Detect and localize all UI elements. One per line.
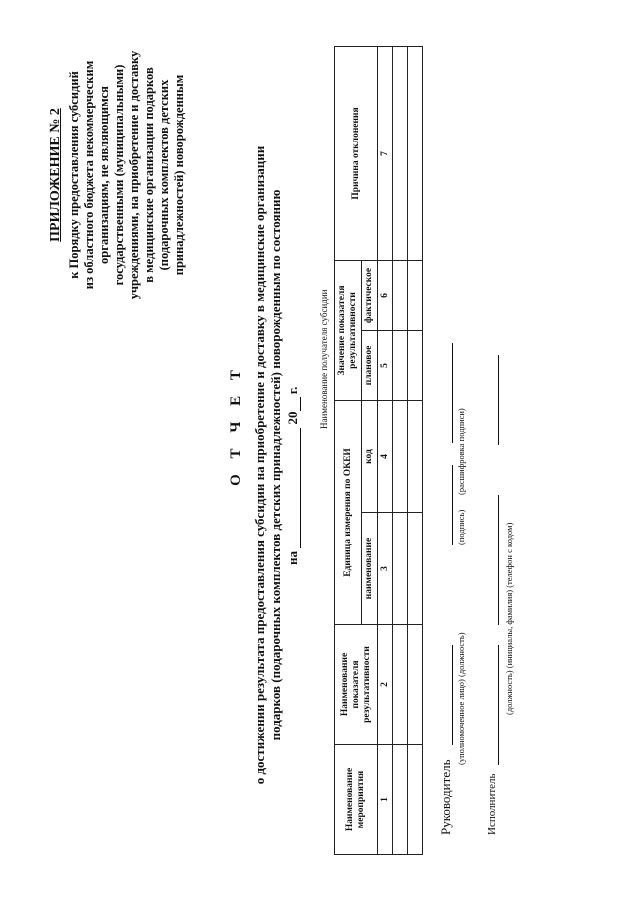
executor-caption: (должность) (инициалы, фамилия) (телефон с кодом) (504, 522, 514, 715)
column-number: 2 (378, 625, 393, 745)
table-cell (408, 745, 423, 855)
column-number: 1 (378, 745, 393, 855)
column-number: 6 (378, 260, 393, 330)
head-signature-blank (438, 465, 453, 545)
appendix-title: ПРИЛОЖЕНИЕ № 2 (48, 108, 63, 242)
executor-name-blank (486, 495, 499, 625)
appendix-line: государственными (муниципальными) (112, 64, 126, 286)
date-century: 20 (285, 411, 300, 425)
header-value-actual: фактическое (362, 260, 378, 330)
table-row (393, 46, 408, 854)
date-year-blank (300, 398, 301, 412)
date-suffix: г. (285, 386, 300, 395)
head-caption-decoding: (расшифровка подписи) (456, 408, 466, 495)
table-cell (393, 260, 408, 330)
executor-phone-blank (486, 355, 499, 445)
header-value-planned: плановое (362, 330, 378, 400)
table-cell (408, 46, 423, 260)
report-subtitle-line: подарков (подарочных комплектов детских принадлежностей) новорожденным по состоянию (268, 189, 283, 741)
report-date-line (285, 387, 301, 565)
date-prefix: на (285, 551, 300, 565)
table-row (408, 46, 423, 854)
table-cell (408, 625, 423, 745)
header-indicator-name: Наименование показателя результативности (335, 625, 378, 745)
recipient-label: Наименование получателя субсидии (319, 289, 329, 429)
header-unit-name: наименование (362, 513, 378, 625)
head-decoding-blank (438, 343, 453, 443)
table-cell (393, 46, 408, 260)
column-number: 5 (378, 330, 393, 400)
report-subtitle (252, 85, 284, 845)
appendix-line: организациям, не являющимся (97, 86, 111, 264)
table-cell (393, 330, 408, 400)
appendix-line: (подарочных комплектов детских (157, 79, 171, 271)
table-cell (408, 330, 423, 400)
head-signature-label: Руководитель (438, 759, 453, 835)
header-unit-code: код (362, 400, 378, 512)
report-title: О Т Ч Е Т (228, 364, 244, 486)
table-cell (393, 625, 408, 745)
appendix-block (48, 5, 187, 345)
head-caption-signature: (подпись) (456, 509, 466, 545)
header-value-group: Значение показателя результативности (335, 260, 362, 400)
head-caption-position: (уполномоченное лицо) (должность) (456, 632, 466, 765)
table-cell (408, 513, 423, 625)
appendix-line: из областного бюджета некоммерческим (82, 60, 96, 290)
column-number: 3 (378, 513, 393, 625)
header-deviation-reason: Причина отклонения (335, 46, 378, 260)
date-day-month-blank (300, 428, 301, 548)
header-event-name: Наименование мероприятия (335, 745, 378, 855)
appendix-line: в медицинские организации подарков (142, 67, 156, 283)
table-column-number-row (378, 46, 393, 854)
appendix-line: к Порядку предоставления субсидий (67, 71, 81, 279)
table-cell (393, 400, 408, 512)
appendix-line: учреждениями, на приобретение и доставку (127, 50, 141, 300)
table-cell (408, 400, 423, 512)
report-table (334, 46, 423, 855)
table-header-row (335, 46, 362, 854)
column-number: 7 (378, 46, 393, 260)
column-number: 4 (378, 400, 393, 512)
report-subtitle-line: о достижении результата предоставления субсидии на приобретение и доставку в медицинские организации (252, 145, 267, 785)
table-cell (393, 745, 408, 855)
executor-position-blank (486, 645, 499, 765)
table-cell (393, 513, 408, 625)
executor-label: Исполнитель (486, 773, 498, 835)
head-position-blank (438, 645, 453, 745)
table-cell (408, 260, 423, 330)
header-unit-group: Единица измерения по ОКЕИ (335, 400, 362, 624)
appendix-line: принадлежностей) новорожденным (172, 74, 186, 276)
